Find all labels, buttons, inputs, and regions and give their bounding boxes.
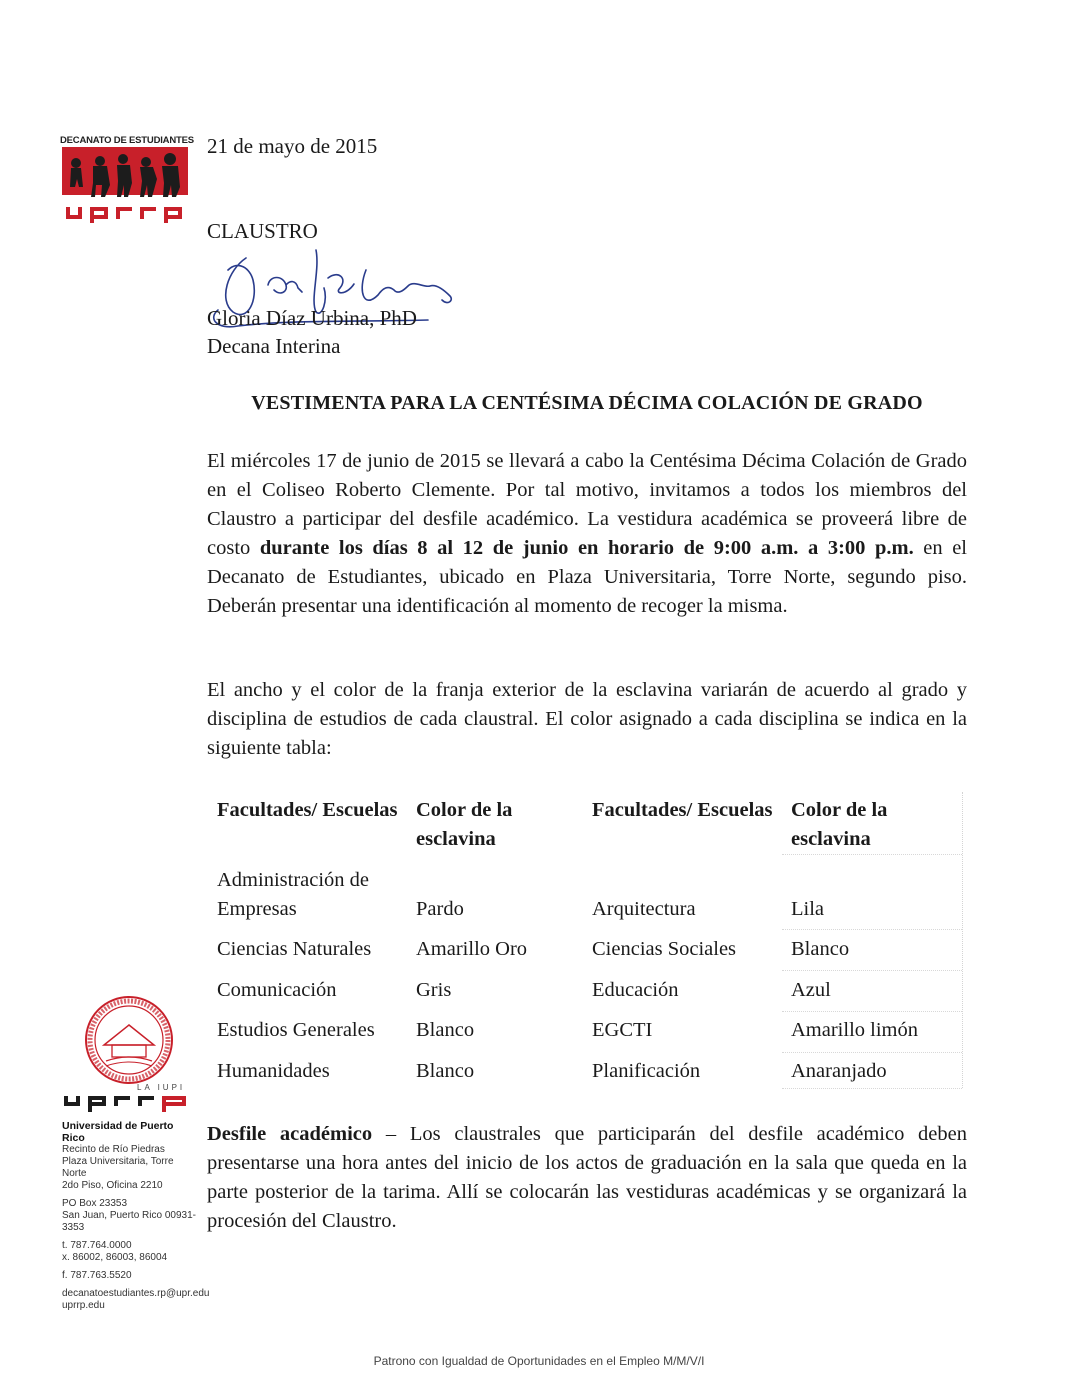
building: Plaza Universitaria, Torre Norte [62,1156,174,1179]
office: 2do Piso, Oficina 2210 [62,1180,163,1191]
p3-text: – Los claustrales que participarán del desfile académico deben presentarse una hora antes del inicio de los actos de graduación en la sala que queda en la parte posterior de la tarima. Allí se colocarán las vestiduras académicas y se organizará la procesión del Claustro. [207,1123,967,1232]
colors-table [207,792,967,1092]
table-cell: Estudios Generales [217,1019,375,1041]
university-seal [84,995,174,1085]
table-cell: Ciencias Naturales [217,938,372,960]
campus-name: Recinto de Río Piedras [62,1144,165,1155]
memo-recipient: CLAUSTRO [207,219,318,243]
table-cell: EGCTI [592,1019,653,1041]
table-rule [782,929,962,930]
p1-text-a: El miércoles 17 de junio de 2015 se llevará a cabo la Centésima Décima Colación de Grado en el Coliseo Roberto Clemente. Por tal motivo, invitamos a todos los miembros del Claustro a participar del desfile académico. La vestidura académica se proveerá libre de costo [207,450,967,559]
table-rule [782,1052,962,1053]
table-header: Color de la esclavina [416,799,513,850]
table-header: Facultades/ Escuelas [217,799,398,821]
logo-caption: DECANATO DE ESTUDIANTES [60,135,194,146]
website: uprrp.edu [62,1300,105,1311]
table-rule [782,854,962,855]
uprrp-logo [62,1083,192,1112]
table-cell: Gris [416,979,452,1001]
po-box: PO Box 23353 [62,1198,128,1209]
uprrp-wordmark [62,1090,192,1116]
logo-subtext: LA IUPI [137,1083,186,1092]
memo-date: 21 de mayo de 2015 [207,134,378,158]
table-cell: Administración de Empresas [217,869,370,920]
table-cell: Ciencias Sociales [592,938,737,960]
memo-subject: VESTIMENTA PARA LA CENTÉSIMA DÉCIMA COLACIÓN DE GRADO [251,392,923,414]
email: decanatoestudiantes.rp@upr.edu [62,1288,210,1299]
memo-sender-name: Gloria Díaz Urbina, PhD [207,306,417,330]
table-rule [782,1011,962,1012]
table-cell: Blanco [791,938,850,960]
table-cell: Arquitectura [592,898,696,920]
table-cell: Educación [592,979,679,1001]
city: San Juan, Puerto Rico 00931-3353 [62,1210,196,1233]
decanato-logo [60,135,194,225]
table-cell: Humanidades [217,1060,330,1082]
table-cell: Azul [791,979,831,1001]
table-cell: Anaranjado [791,1060,887,1082]
fax: f. 787.763.5520 [62,1270,132,1281]
footer-text: Patrono con Igualdad de Oportunidades en el Empleo M/M/V/I [373,1354,705,1368]
table-rule [782,1088,962,1089]
body-paragraph-2: El ancho y el color de la franja exterior de la esclavina variarán de acuerdo al grado y disciplina de estudios de cada claustral. El color asignado a cada disciplina se indica en la siguiente tabla: [207,679,967,759]
table-cell: Lila [791,898,825,920]
phone: t. 787.764.0000 [62,1240,132,1251]
table-cell: Blanco [416,1019,475,1041]
table-cell: Pardo [416,898,464,920]
memo-sender-title: Decana Interina [207,334,341,358]
p1-bold: durante los días 8 al 12 de junio en horario de 9:00 a.m. a 3:00 p.m. [259,537,914,559]
body-paragraph-1 [207,447,967,621]
table-rule [782,970,962,971]
p1-text-b: en el Decanato de Estudiantes, ubicado en Plaza Universitaria, Torre Norte, segundo piso. Deberán presentar una identificación al momento de recoger la misma. [207,537,967,617]
university-name: Universidad de Puerto Rico [62,1120,174,1144]
table-header: Facultades/ Escuelas [592,799,773,821]
table-cell: Blanco [416,1060,475,1082]
table-cell: Planificación [592,1060,701,1082]
extensions: x. 86002, 86003, 86004 [62,1252,168,1263]
table-header: Color de la esclavina [791,799,888,850]
table-cell: Comunicación [217,979,337,1001]
p3-bold: Desfile académico [207,1123,373,1145]
table-cell: Amarillo Oro [416,938,528,960]
table-cell: Amarillo limón [791,1019,918,1041]
decanato-logo-graphic [60,135,194,225]
address-block [62,1120,210,1312]
body-paragraph-3 [207,1120,967,1236]
